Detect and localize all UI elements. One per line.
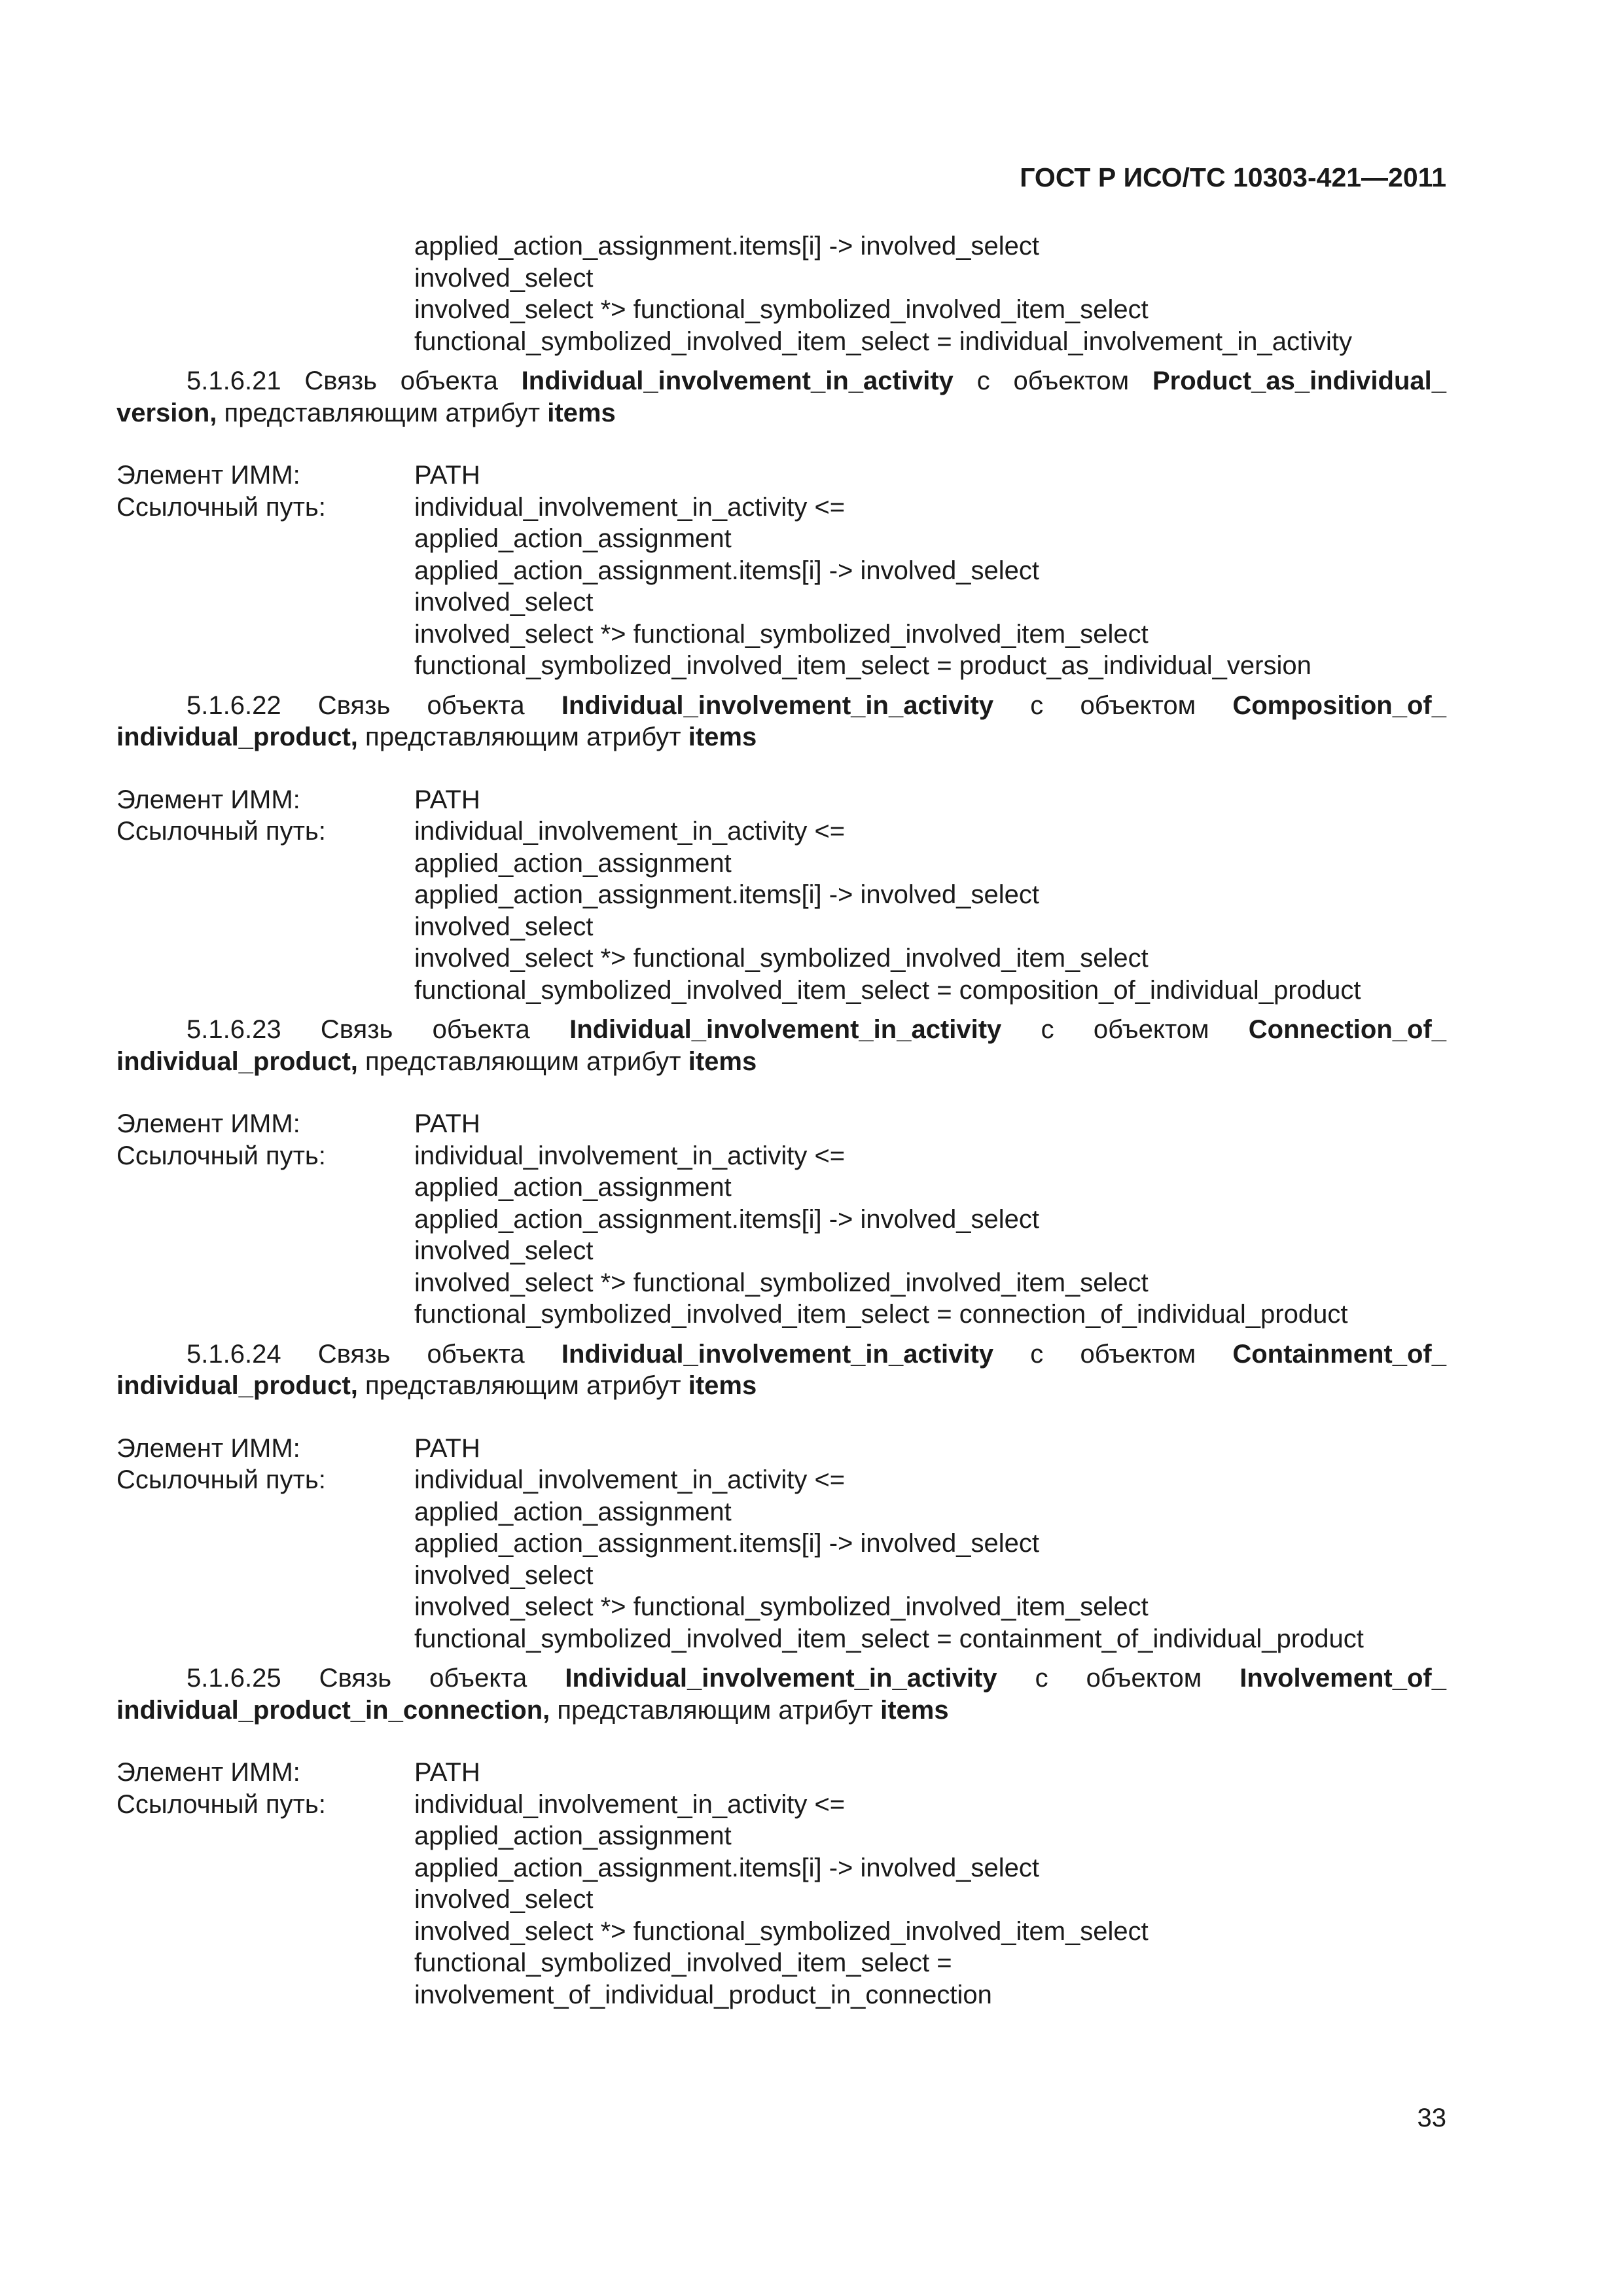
path-line: involved_select *> functional_symbolized_involved_item_select	[414, 1592, 1149, 1621]
ref-path-lines	[414, 492, 1311, 682]
section-with: с объектом	[1030, 691, 1196, 720]
path-line: involved_select	[414, 263, 594, 293]
section-number: 5.1.6.25	[187, 1664, 281, 1693]
path-line: involved_select *> functional_symbolized_involved_item_select	[414, 944, 1149, 973]
path-line: functional_symbolized_involved_item_select =	[414, 1948, 952, 1977]
path-line: individual_involvement_in_activity <=	[414, 1789, 846, 1819]
section-heading	[116, 1014, 1446, 1077]
mapping-block	[116, 1757, 1446, 2011]
section-with: с объектом	[976, 367, 1130, 395]
section-5-1-6-25	[116, 1662, 1446, 2011]
section-number: 5.1.6.23	[187, 1015, 281, 1044]
path-line: involved_select	[414, 1236, 594, 1265]
ref-path-label: Ссылочный путь:	[116, 1789, 326, 1819]
path-line: applied_action_assignment.items[i] -> involved_select	[414, 232, 1039, 260]
path-line: applied_action_assignment.items[i] -> involved_select	[414, 1853, 1039, 1882]
element-value: PATH	[414, 785, 480, 814]
ref-path-row	[116, 1140, 1446, 1331]
element-label: Элемент ИММ:	[116, 461, 300, 490]
path-line: involved_select *> functional_symbolized_involved_item_select	[414, 295, 1149, 324]
path-line: individual_involvement_in_activity <=	[414, 1141, 846, 1170]
path-line: applied_action_assignment.items[i] -> involved_select	[414, 1529, 1039, 1558]
ref-path-label: Ссылочный путь:	[116, 817, 326, 846]
path-line: applied_action_assignment.items[i] -> involved_select	[414, 556, 1039, 585]
section-5-1-6-24	[116, 1338, 1446, 1655]
section-prefix: Связь объекта	[317, 1339, 525, 1369]
element-label: Элемент ИММ:	[116, 785, 300, 814]
section-suffix: представляющим атрибут	[365, 723, 681, 751]
path-line: involved_select *> functional_symbolized_involved_item_select	[414, 1268, 1149, 1297]
section-suffix: представляющим атрибут	[557, 1695, 873, 1725]
section-prefix: Связь объекта	[320, 1015, 530, 1044]
element-row	[116, 784, 1446, 816]
element-label: Элемент ИММ:	[116, 1433, 300, 1463]
ref-path-lines	[414, 1789, 1149, 2011]
path-line: functional_symbolized_involved_item_select = containment_of_individual_product	[414, 1624, 1364, 1653]
section-heading	[116, 365, 1446, 429]
ref-path-row	[116, 1789, 1446, 2011]
section-attribute: items	[547, 398, 616, 427]
path-line: applied_action_assignment.items[i] -> involved_select	[414, 1204, 1039, 1234]
path-line: involved_select	[414, 912, 594, 941]
section-heading	[116, 690, 1446, 753]
element-value: PATH	[414, 1758, 480, 1787]
section-5-1-6-21	[116, 365, 1446, 682]
section-prefix: Связь объекта	[304, 367, 498, 395]
element-value: PATH	[414, 1433, 480, 1463]
section-entity: Individual_involvement_in_activity	[565, 1664, 997, 1693]
element-row	[116, 459, 1446, 492]
section-target: Connection_of_ individual_product,	[116, 1015, 1447, 1076]
section-prefix: Связь объекта	[317, 691, 525, 720]
section-attribute: items	[688, 1371, 757, 1400]
standard-header: ГОСТ Р ИСО/ТС 10303-421—2011	[1020, 162, 1446, 192]
section-entity: Individual_involvement_in_activity	[569, 1015, 1002, 1044]
section-heading	[116, 1662, 1446, 1726]
element-row	[116, 1108, 1446, 1140]
section-attribute: items	[688, 1047, 757, 1076]
path-line: functional_symbolized_involved_item_select = product_as_individual_version	[414, 651, 1311, 680]
document-body	[116, 230, 1446, 2011]
section-attribute: items	[880, 1695, 949, 1725]
path-line: involved_select	[414, 1560, 594, 1590]
section-entity: Individual_involvement_in_activity	[561, 691, 994, 720]
element-label: Элемент ИММ:	[116, 1109, 300, 1138]
section-attribute: items	[688, 723, 757, 751]
path-line: applied_action_assignment	[414, 1821, 732, 1850]
ref-path-label: Ссылочный путь:	[116, 1465, 326, 1494]
path-line: functional_symbolized_involved_item_select = composition_of_individual_product	[414, 975, 1361, 1005]
section-suffix: представляющим атрибут	[365, 1371, 681, 1400]
section-number: 5.1.6.24	[187, 1339, 281, 1369]
mapping-block	[116, 1108, 1446, 1331]
path-line: functional_symbolized_involved_item_select = connection_of_individual_product	[414, 1300, 1348, 1329]
section-heading	[116, 1338, 1446, 1402]
path-line: individual_involvement_in_activity <=	[414, 1465, 846, 1494]
section-entity: Individual_involvement_in_activity	[521, 367, 954, 395]
section-suffix: представляющим атрибут	[224, 398, 541, 427]
section-suffix: представляющим атрибут	[365, 1047, 681, 1076]
section-with: с объектом	[1030, 1339, 1196, 1369]
path-line: applied_action_assignment.items[i] -> involved_select	[414, 880, 1039, 909]
ref-path-row	[116, 816, 1446, 1006]
ref-path-label: Ссылочный путь:	[116, 492, 326, 522]
section-prefix: Связь объекта	[319, 1664, 527, 1693]
page-number: 33	[1417, 2104, 1446, 2132]
section-number: 5.1.6.21	[187, 367, 281, 395]
section-entity: Individual_involvement_in_activity	[561, 1339, 994, 1369]
section-target: Containment_of_ individual_product,	[116, 1339, 1446, 1400]
ref-path-row	[116, 492, 1446, 682]
section-with: с объектом	[1041, 1015, 1209, 1044]
continuation-path	[414, 230, 1446, 357]
path-line: involved_select	[414, 588, 594, 617]
section-target: Composition_of_ individual_product,	[116, 691, 1446, 751]
path-line: involvement_of_individual_product_in_connection	[414, 1980, 992, 2009]
path-line: applied_action_assignment	[414, 524, 732, 553]
mapping-block	[116, 459, 1446, 682]
section-target: Product_as_individual_ version,	[116, 367, 1446, 427]
ref-path-lines	[414, 1464, 1364, 1655]
ref-path-row	[116, 1464, 1446, 1655]
path-line: applied_action_assignment	[414, 848, 732, 878]
path-line: involved_select *> functional_symbolized_involved_item_select	[414, 1916, 1149, 1946]
section-with: с объектом	[1035, 1664, 1202, 1693]
section-5-1-6-22	[116, 690, 1446, 1007]
element-row	[116, 1757, 1446, 1789]
element-label: Элемент ИММ:	[116, 1758, 300, 1787]
mapping-block	[116, 1433, 1446, 1655]
path-line: involved_select *> functional_symbolized_involved_item_select	[414, 619, 1149, 649]
path-line: individual_involvement_in_activity <=	[414, 492, 846, 522]
mapping-block	[116, 784, 1446, 1007]
element-value: PATH	[414, 461, 480, 490]
element-value: PATH	[414, 1109, 480, 1138]
element-row	[116, 1433, 1446, 1465]
ref-path-lines	[414, 1140, 1347, 1331]
ref-path-label: Ссылочный путь:	[116, 1141, 326, 1170]
section-number: 5.1.6.22	[187, 691, 281, 720]
ref-path-lines	[414, 816, 1361, 1006]
section-target: Involvement_of_ individual_product_in_connection,	[116, 1664, 1446, 1725]
path-line: functional_symbolized_involved_item_select = individual_involvement_in_activity	[414, 327, 1353, 356]
section-5-1-6-23	[116, 1014, 1446, 1331]
path-line: applied_action_assignment	[414, 1173, 732, 1202]
path-line: individual_involvement_in_activity <=	[414, 817, 846, 846]
path-line: applied_action_assignment	[414, 1497, 732, 1526]
path-line: involved_select	[414, 1885, 594, 1914]
